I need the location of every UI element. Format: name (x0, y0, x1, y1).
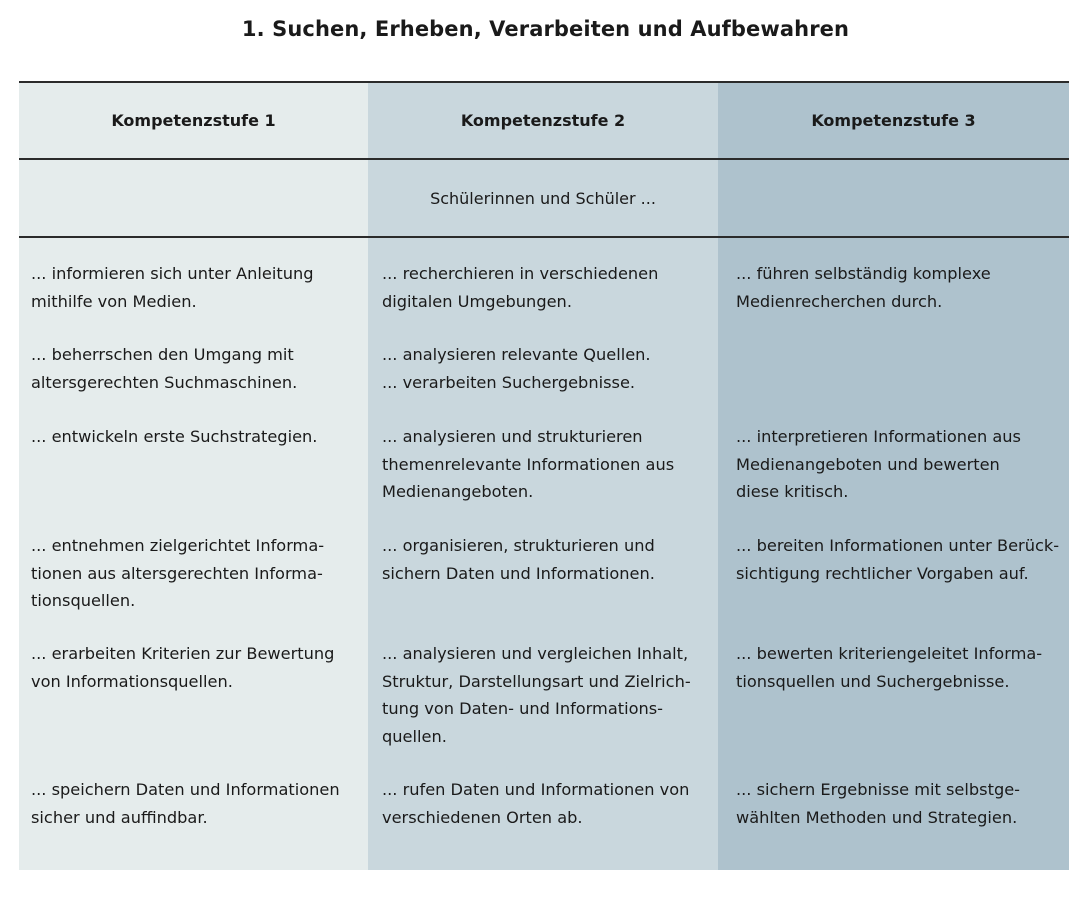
column-level-1-background (19, 81, 368, 870)
subheader-divider (19, 236, 1069, 238)
table-cell: ... erarbeiten Kriterien zur Bewertung von Informationsquellen. (31, 644, 335, 691)
table-cell: ... analysieren und vergleichen Inhalt, Struktur, Darstellungsart und Zielrich- tung von Daten- und Informations- quellen. (382, 644, 691, 746)
table-cell: ... bewerten kriteriengeleitet Informa- tionsquellen und Suchergebnisse. (736, 644, 1043, 691)
subheader-students: Schülerinnen und Schüler ... (430, 188, 656, 208)
table-cell: ... bereiten Informationen unter Berück- sichtigung rechtlicher Vorgaben auf. (736, 536, 1060, 583)
page-title: 1. Suchen, Erheben, Verarbeiten und Aufbewahren (241, 17, 850, 41)
table-cell: ... sichern Ergebnisse mit selbstge- wählten Methoden und Strategien. (736, 780, 1021, 827)
competency-table (19, 81, 1069, 870)
table-cell: ... speichern Daten und Informationen sicher und auffindbar. (31, 780, 340, 827)
table-cell: ... informieren sich unter Anleitung mithilfe von Medien. (31, 264, 314, 311)
table-cell: ... beherrschen den Umgang mit altersgerechten Suchmaschinen. (31, 345, 298, 392)
table-cell: ... recherchieren in verschiedenen digitalen Umgebungen. (382, 264, 659, 311)
table-cell: ... führen selbständig komplexe Medienrecherchen durch. (736, 264, 991, 311)
table-cell: ... entwickeln erste Suchstrategien. (31, 427, 318, 446)
column-header-level-3: Kompetenzstufe 3 (811, 111, 976, 130)
table-cell: ... analysieren und strukturieren themenrelevante Informationen aus Medienangeboten. (382, 427, 675, 501)
column-header-level-2: Kompetenzstufe 2 (460, 111, 626, 130)
table-cell: ... analysieren relevante Quellen. ... verarbeiten Suchergebnisse. (382, 345, 651, 392)
table-cell: ... entnehmen zielgerichtet Informa- tionen aus altersgerechten Informa- tionsquellen. (31, 536, 325, 610)
table-cell: ... rufen Daten und Informationen von verschiedenen Orten ab. (382, 780, 690, 827)
column-header-level-1: Kompetenzstufe 1 (111, 111, 276, 130)
table-cell: ... interpretieren Informationen aus Medienangeboten und bewerten diese kritisch. (736, 427, 1021, 501)
table-cell: ... organisieren, strukturieren und sichern Daten und Informationen. (382, 536, 655, 583)
